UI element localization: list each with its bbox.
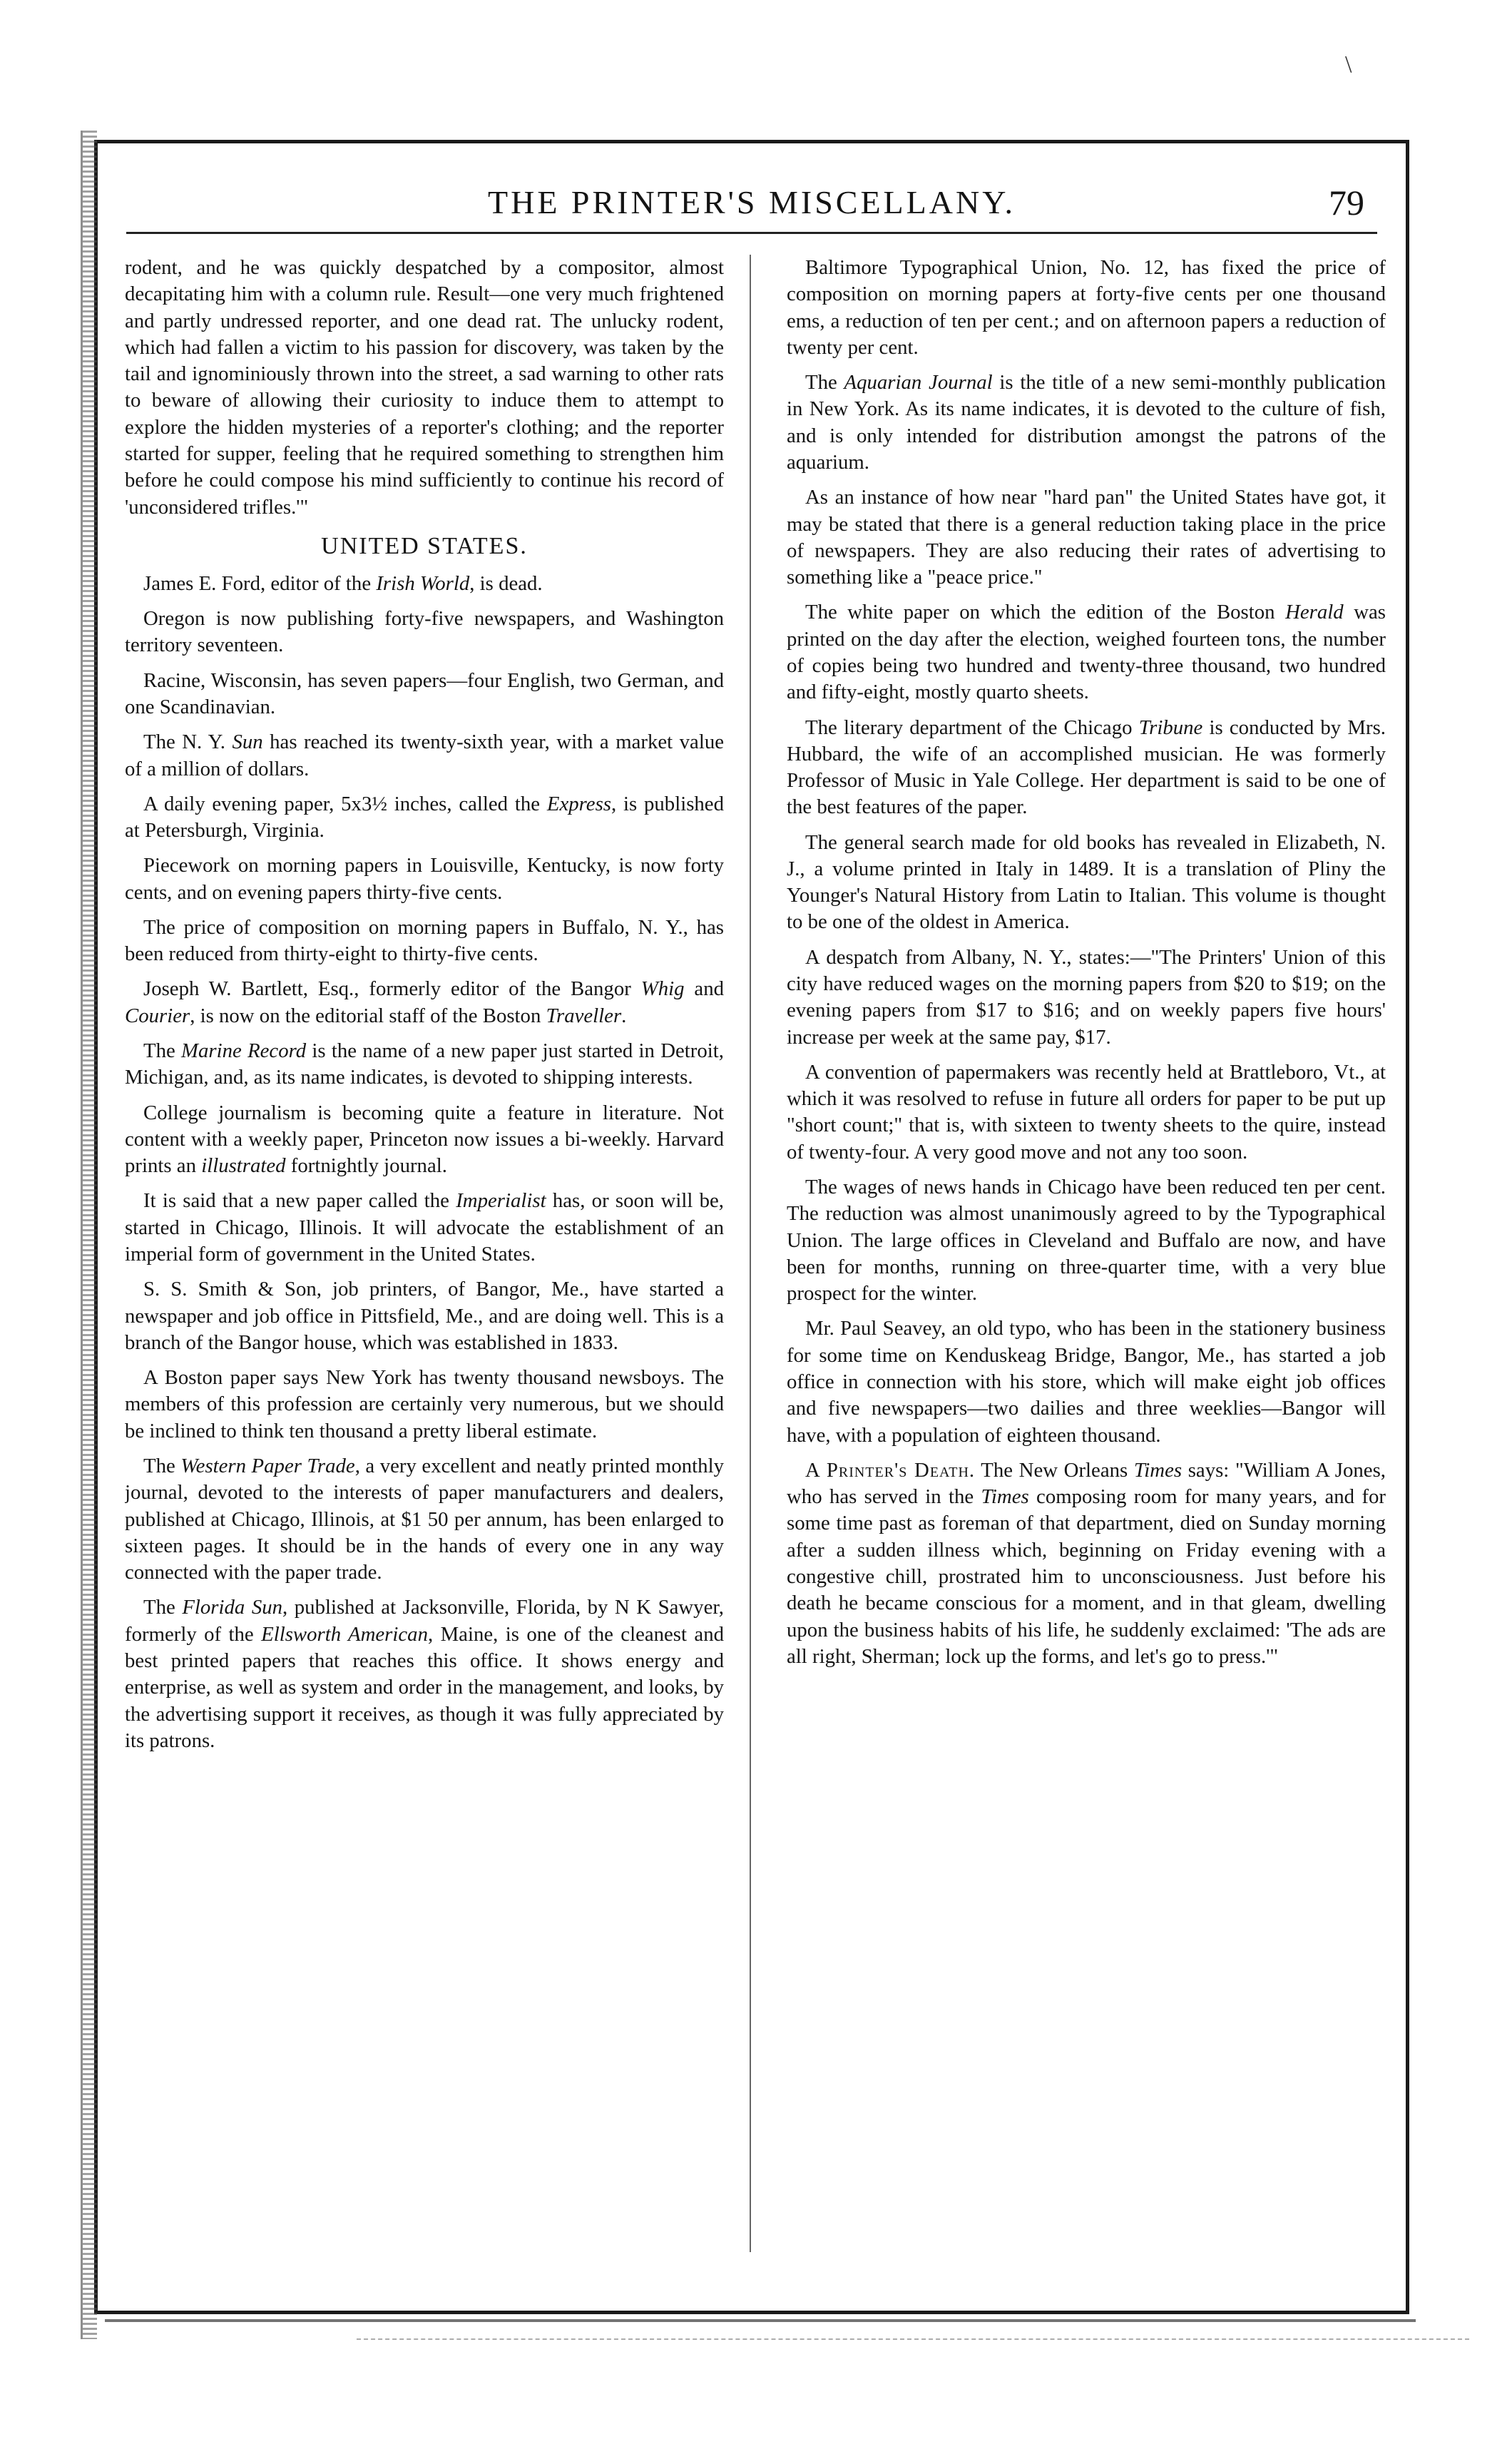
article-paragraph (787, 1457, 1386, 1670)
text-run: was printed on the day after the election, weighed fourteen tons, the number of copies being two hundred and twenty-three thousand, two hundred and fifty-eight, mostly quarto sheets. (787, 601, 1386, 704)
text-run: , a very excellent and neatly printed monthly journal, devoted to the interests of paper manufacturers and dealers, published at Chicago, Illinois, at $1 50 per annum, has been enlarged to sixteen pages. It should be in the hands of every one in any way connected with the paper trade. (125, 1454, 724, 1584)
stray-mark: \ (1345, 51, 1352, 78)
text-run: is the name of a new paper just started in Detroit, Michigan, and, as its name indicates, is devoted to shipping interests. (125, 1039, 724, 1089)
page-number: 79 (1329, 183, 1364, 223)
text-run: , is now on the editorial staff of the Boston (190, 1004, 546, 1027)
article-paragraph (125, 1038, 724, 1091)
article-paragraph (125, 791, 724, 845)
publication-title: Imperialist (456, 1189, 546, 1213)
running-header (126, 182, 1377, 234)
text-run: The literary department of the Chicago (805, 716, 1139, 739)
article-paragraph (787, 370, 1386, 476)
text-run: and (684, 977, 724, 1001)
article-paragraph (125, 976, 724, 1029)
text-run: , is published at Petersburgh, Virginia. (125, 792, 724, 842)
publication-title: Courier (125, 1004, 190, 1027)
article-paragraph: Mr. Paul Seavey, an old typo, who has been in the stationery business for some time on Kenduskeag Bridge, Bangor, Me., has started a job office in connection with his store, which will make eight job offices and five newspapers—two dailies and three weeklies—Bangor will have, with a population of eighteen thousand. (787, 1317, 1386, 1447)
publication-title: Ellsworth American (261, 1622, 428, 1646)
publication-title: Times (981, 1485, 1029, 1509)
text-run: composing room for many years, and for some time past as foreman of that department, died on Sunday morning after a sudden illness which, beginning on Friday evening with a congestive chill, prostrated him to unconsciousness. Just before his death he became conscious for a moment, and in that gleam, dwelling upon the business habits of his life, he suddenly exclaimed: 'The ads are all right, Sherman; lock up the forms, and let's go to press.'" (787, 1485, 1386, 1668)
article-paragraph: S. S. Smith & Son, job printers, of Bangor, Me., have started a newspaper and job office in Pittsfield, Me., and are doing well. This is a branch of the Bangor house, which was established in 1833. (125, 1278, 724, 1354)
page-frame (94, 140, 1409, 2314)
article-paragraph (125, 571, 724, 597)
article-paragraph: The price of composition on morning papers in Buffalo, N. Y., has been reduced from thirty-eight to thirty-five cents. (125, 915, 724, 966)
article-paragraph (787, 599, 1386, 706)
article-paragraph (125, 1188, 724, 1268)
article-paragraph: Piecework on morning papers in Louisville, Kentucky, is now forty cents, and on evening papers thirty-five cents. (125, 854, 724, 904)
article-paragraph: Oregon is now publishing forty-five newspapers, and Washington territory seventeen. (125, 607, 724, 657)
text-run: , Maine, is one of the cleanest and best printed papers that reaches this office. It shows energy and enterprise, as well as system and order in the management, and looks, by the advertising support it receives, as though it was fully appreciated by its patrons. (125, 1622, 724, 1752)
text-run: James E. Ford, editor of the (143, 571, 377, 595)
publication-title: Irish World (376, 571, 470, 595)
text-run: The (143, 1596, 183, 1619)
publication-title: Herald (1285, 601, 1344, 624)
text-run: The (805, 371, 844, 394)
page-title: THE PRINTER'S MISCELLANY. (488, 184, 1016, 220)
text-run: The (143, 1454, 181, 1477)
text-run: It is said that a new paper called the (143, 1189, 456, 1213)
article-paragraph: The general search made for old books has revealed in Elizabeth, N. J., a volume printed in Italy in 1489. It is a translation of Pliny the Younger's Natural History from Latin to Italian. This volume is thought to be one of the oldest in America. (787, 830, 1386, 934)
article-lead-in: A Printer's Death. (805, 1458, 976, 1482)
text-run: Joseph W. Bartlett, Esq., formerly editor of the Bangor (143, 977, 641, 1001)
section-heading: UNITED STATES. (321, 532, 528, 559)
publication-title: Times (1133, 1458, 1182, 1482)
article-paragraph (787, 715, 1386, 821)
publication-title: Western Paper Trade (180, 1454, 355, 1477)
text-run: The New Orleans (975, 1458, 1134, 1482)
text-run: , published at Jacksonville, Florida, by N K Sawyer, formerly of the (125, 1596, 724, 1646)
text-run: A daily evening paper, 5x3½ inches, called the (143, 792, 547, 815)
publication-title: Tribune (1138, 716, 1203, 739)
text-run: is conducted by Mrs. Hubbard, the wife of an accomplished musician. He was formerly Professor of Music in Yale College. Her department is said to be one of the best features of the paper. (787, 716, 1386, 819)
text-run: . (621, 1004, 627, 1027)
article-paragraph: Baltimore Typographical Union, No. 12, has fixed the price of composition on morning papers at forty-five cents per one thousand ems, a reduction of ten per cent.; and on afternoon papers a reduction of twenty per cent. (787, 256, 1386, 359)
text-run: is the title of a new semi-monthly publication in New York. As its name indicates, it is devoted to the culture of fish, and is only intended for distribution amongst the patrons of the aquarium. (787, 371, 1386, 474)
article-paragraph (125, 1100, 724, 1180)
bottom-rule (357, 2338, 1469, 2340)
text-run: The (143, 1039, 182, 1063)
article-paragraph (125, 1453, 724, 1586)
text-run: The white paper on which the edition of the Boston (805, 601, 1286, 624)
publication-title: Florida Sun (182, 1596, 283, 1619)
text-run: College journalism is becoming quite a feature in literature. Not content with a weekly paper, Princeton now issues a bi-weekly. Harvard prints an (125, 1101, 724, 1178)
article-paragraph: A Boston paper says New York has twenty thousand newsboys. The members of this profession are certainly very numerous, but we should be inclined to think ten thousand a pretty liberal estimate. (125, 1366, 724, 1442)
left-column (125, 255, 724, 2266)
article-paragraph (125, 1594, 724, 1754)
text-run: says: "William A Jones, who has served in the (787, 1458, 1386, 1509)
publication-title: Whig (640, 977, 685, 1001)
publication-title: Traveller (546, 1004, 622, 1027)
publication-title: Aquarian Journal (844, 371, 993, 394)
text-run: The N. Y. (143, 730, 233, 754)
column-divider (750, 255, 751, 2252)
article-paragraph: As an instance of how near "hard pan" the United States have got, it may be stated that there is a general reduction taking place in the price of newspapers. They are also reducing their rates of advertising to something like a "peace price." (787, 486, 1386, 589)
text-run: has, or soon will be, started in Chicago, Illinois. It will advocate the establishment of an imperial form of government in the United States. (125, 1189, 724, 1266)
article-paragraph: The wages of news hands in Chicago have been reduced ten per cent. The reduction was almost unanimously agreed to by the Typographical Union. The large offices in Cleveland and Buffalo are now, and have been for months, running on three-quarter time, with a very blue prospect for the winter. (787, 1176, 1386, 1305)
right-column (787, 255, 1386, 2266)
article-paragraph (125, 729, 724, 783)
article-paragraph: A despatch from Albany, N. Y., states:—"The Printers' Union of this city have reduced wages on the morning papers from $20 to $19; on the evening papers from $17 to $16; and on weekly papers five hours' increase per week at the same pay, $17. (787, 945, 1386, 1049)
text-run: , is dead. (469, 571, 543, 595)
article-paragraph: A convention of papermakers was recently held at Brattleboro, Vt., at which it was resolved to refuse in future all orders for paper to be put up "short count;" that is, with sixteen to twenty sheets to the quire, instead of twenty-four. A very good move and not any too soon. (787, 1060, 1386, 1164)
text-run: fortnightly journal. (285, 1154, 447, 1178)
publication-title: Sun (232, 730, 263, 754)
publication-title: Express (546, 792, 611, 815)
article-paragraph: Racine, Wisconsin, has seven papers—four English, two German, and one Scandinavian. (125, 668, 724, 718)
text-run: has reached its twenty-sixth year, with a market value of a million of dollars. (125, 730, 724, 780)
article-paragraph: rodent, and he was quickly despatched by a compositor, almost decapitating him with a column rule. Result—one very much frightened and partly undressed reporter, and one dead rat. The unlucky rodent, which had fallen a victim to his passion for discovery, was taken by the tail and ignominiously thrown into the street, a sad warning to other rats to beware of allowing their curiosity to induce them to attempt to explore the hidden mysteries of a reporter's clothing; and the reporter started for supper, feeling that he required something to strengthen him before he could compose his mind sufficiently to continue his record of 'unconsidered trifles.'" (125, 256, 724, 519)
publication-title: Marine Record (181, 1039, 307, 1063)
emphasis: illustrated (201, 1154, 286, 1178)
